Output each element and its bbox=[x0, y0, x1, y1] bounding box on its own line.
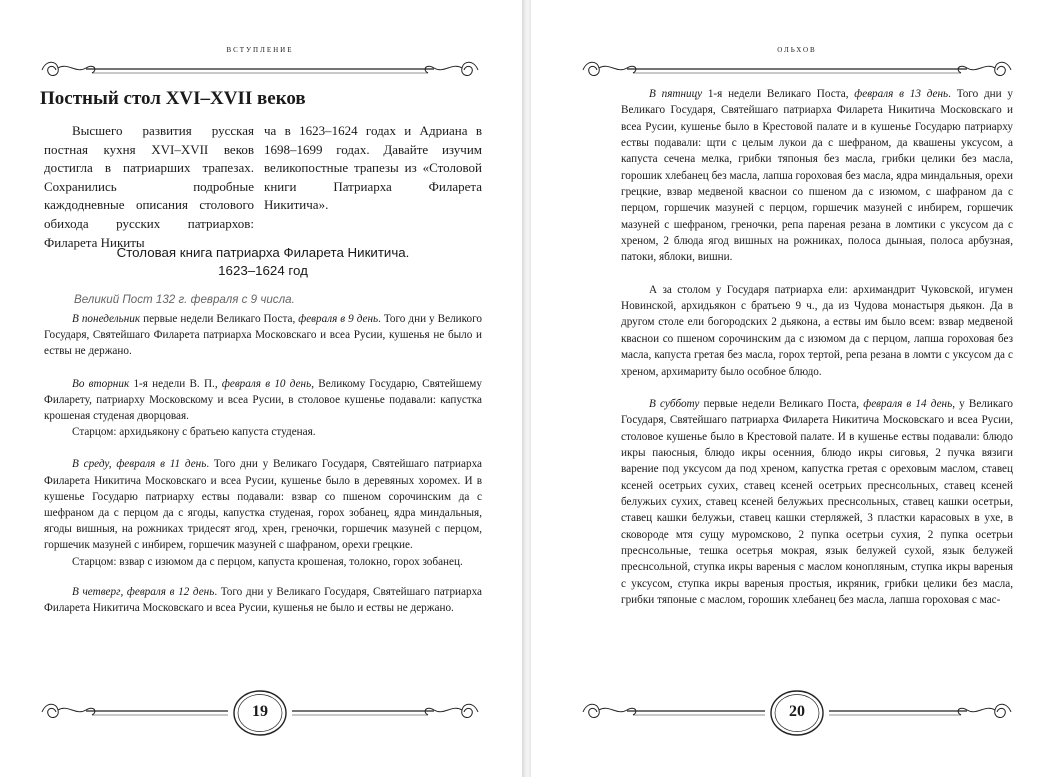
entry-saturday bbox=[621, 396, 1013, 608]
entry-guests: А за столом у Государя патриарха ели: архимандрит Чуковской, игумен Новинской, архидьякон с братьею 9 ч., да из Чудова монастыря дьякон. Да в другом столе ели богородских 2 дьякона, а ествы им было всем: взвар медвеной кваснои со пшеном сорочинским да с изюмом да с перцом, лапша гороховая без масла, капуста гретая без масла, горох тертой, репа резана в ломти с уксусом да с хреном, архимариту было особное блюдо. bbox=[621, 283, 1013, 378]
entry-text: 1-я недели В. П., bbox=[129, 377, 222, 390]
entry-text: 1-я недели Великаго Поста, bbox=[702, 88, 855, 100]
entry-tuesday-elders: Старцом: архидьякону с братьею капуста студеная. bbox=[72, 426, 316, 439]
running-title: ольхов bbox=[777, 44, 817, 55]
entry-text: первые недели Великаго Поста, bbox=[140, 313, 299, 325]
right-page bbox=[531, 0, 1055, 777]
book-title-year: 1623–1624 год bbox=[218, 263, 308, 278]
entry-text: . Того дни у Великаго Государя, Святейшаго патриарха Филарета Никитича Московскаго и всеа Русии, кушенье было в деревяных хоромех. И в кушенье Государю патриарху ествы подавали: взвар со пшеном сорочинским да с шефраном да с перцом да с ягоды, капустка студеная, горох зобанец, ядра миндальныя, ягоды вишныя, на рожниках тридесят ягод, хрен, греночки, горшечик мазуней с перцом, горшечик мазуней с инбирем, горшечик мазуней с шафраном, орехи грецкие. bbox=[44, 458, 482, 552]
date-label: февраля в 9 день bbox=[298, 313, 379, 325]
date-label: февраля в 13 день bbox=[854, 88, 949, 100]
page-header bbox=[581, 44, 1013, 84]
page-number: 20 bbox=[789, 703, 805, 720]
section-title: Постный стол XVI–XVII веков bbox=[40, 88, 306, 109]
day-label: В субботу bbox=[649, 397, 700, 410]
entry-text: . Того дни у Великого Государя, Святейшаго Филарета патриарха Московскаго и всеа Русии, кушенья не было и ествы не держано. bbox=[44, 313, 483, 358]
day-date-label: В четверг, февраля в 12 день bbox=[72, 585, 215, 598]
entry-wednesday-elders: Старцом: взвар с изюмом да с перцом, капуста крошеная, толокно, горох зобанец. bbox=[72, 555, 463, 568]
book-title-line: Столовая книга патриарха Филарета Никитича. bbox=[116, 245, 410, 260]
page-number: 19 bbox=[252, 703, 268, 720]
page-footer bbox=[40, 688, 480, 742]
entry-friday bbox=[621, 86, 1013, 266]
entry-text: . Того дни у Великаго Государя, Святейшаго патриарха Филарета Никитича Московскаго и всеа Русии, кушенья не было и ествы не держано. bbox=[44, 585, 483, 615]
entry-text: , Великому Государю, Святейшему Филарету, патриарху Московскому и всеа Русии, в столовое кушенье подавали: капустка крошеная студеная дворцовая. bbox=[44, 377, 482, 423]
day-label: В пятницу bbox=[649, 88, 703, 100]
book-title bbox=[44, 244, 482, 280]
page-header bbox=[40, 44, 480, 84]
lent-heading: Великий Пост 132 г. февраля с 9 числа. bbox=[74, 293, 295, 306]
entry-wednesday bbox=[44, 456, 482, 553]
diary-entries-right bbox=[621, 86, 1013, 608]
entry-text: первые недели Великаго Поста, bbox=[699, 397, 864, 410]
date-label: февраля в 14 день bbox=[863, 397, 953, 410]
date-label: февраля в 10 день bbox=[221, 377, 312, 390]
entry-text: . Того дни у Великаго Государя, Святейшаго патриарха Филарета Никитича Московскаго и всеа Русии, кушенье было в Крестовой палате и в кушенье Государю патриарху ествы подавали: щти с целым лукои да с шефраном, да квашены уксусом, а капуста сечена мелка, грибки тяпоныя без масла, грибки целики без масла, горошик хлебанец без масла, лапша гороховая без масла, ядра миндальныя, орехи грецкие, взвар медвеной кваснои со пшеном да с изюмом, с шафраном да с перцом, горшечик мазуней с перцом, горшечик мазуней с инбирем, горшечик мазуней с шефраном, греночки, репа пареная резана в ломтики с уксусом да с хреном, 2 блюда ягод вишных на рожниках, полоса дыныая, полоса арбузная, патоки, яблоки, вишни. bbox=[621, 88, 1014, 264]
running-title: вступление bbox=[226, 44, 294, 55]
intro-paragraph-right: ча в 1623–1624 годах и Адриана в 1698–1699 годах. Давайте изучим великопостные трапезы из «Столовой книги Патриарха Филарета Никитича». bbox=[264, 123, 482, 213]
entry-monday bbox=[44, 311, 482, 360]
day-date-label: В среду, февраля в 11 день bbox=[72, 458, 207, 471]
header-ornament-icon bbox=[40, 56, 480, 82]
page-footer bbox=[581, 688, 1013, 742]
diary-entries-left bbox=[44, 292, 482, 616]
left-page bbox=[0, 0, 524, 777]
entry-thursday bbox=[44, 584, 482, 616]
intro-paragraph-left: Высшего развития русская постная кухня XVI–XVII веков достигла в патриарших трапезах. Сохранились подробные каждодневные описания столового обихода русских патриархов: Филарета Никиты bbox=[44, 123, 254, 250]
day-label: Во вторник bbox=[72, 377, 130, 390]
header-ornament-icon bbox=[581, 56, 1013, 82]
day-label: В понедельник bbox=[72, 313, 141, 325]
entry-tuesday bbox=[44, 376, 482, 425]
entry-text: , у Великаго Государя, Святейшаго патриарха Филарета Никитича Московскаго и всеа Русии, столовое кушенье было в Крестовой палате. И в кушенье ествы подавали: блюдо икры паюсныя, блюдо икры осенния, блюдо икры сиговья, 2 пучка вязиги варение под уксусом да под хреном, капустка гретая с ореховым маслом, ставец ксеней осетрьих сухих, ставец ксеней осетрьих преснсольных, ставец ксеней белужьих сухих, ставец ксеней белужьих преснсольных, ставец кашки осетрьи, ставец кашки белужьи, ставец кашки стерляжей, 3 пластки карасовых в ухе, в сковороде мтя сущу муромсково, 2 пупка осетрьи сухия, 2 пупка осетрьи преснсольные, тешка осетрья мокрая, язык белужей сухой, язык белужей преснсольной, ступка икры вареныя с маслом конопляным, ступка икры вареныя с уксусом, ступка икры вареныя простыя, икряник, грибки целики без масла, грибки тяпоные с маслом, горошик хлебанец без масла, лапша гороховая с мас- bbox=[621, 397, 1014, 606]
